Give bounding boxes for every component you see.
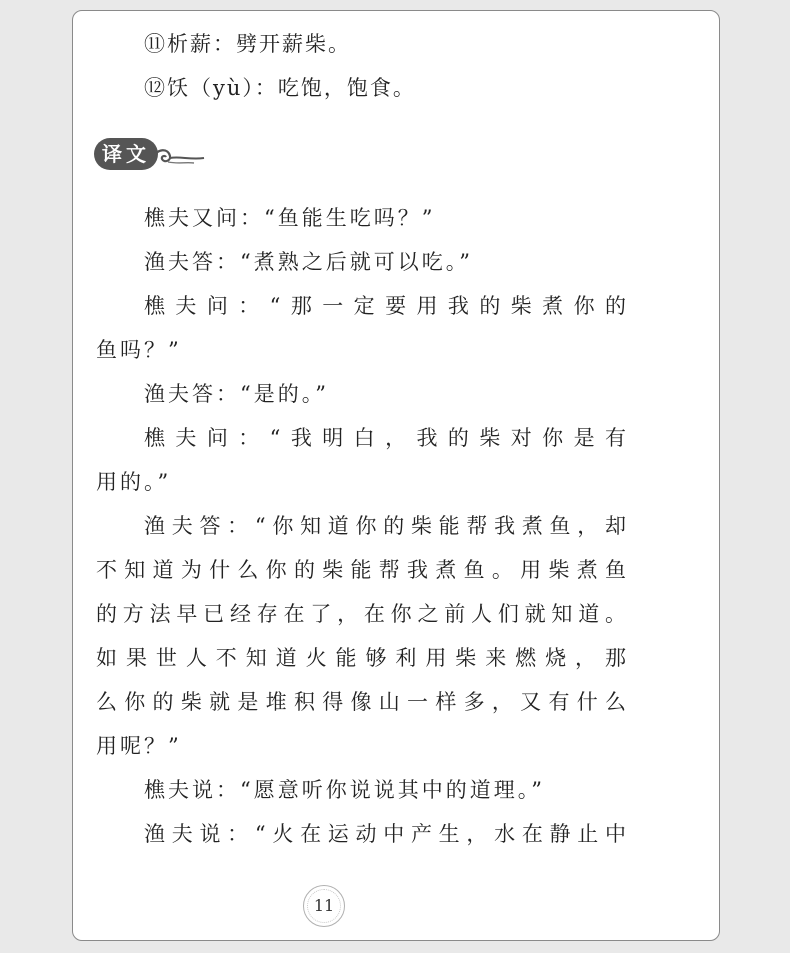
paragraph-line: 渔夫说：“火在运动中产生，水在静止中 (144, 822, 626, 846)
paragraph-line: 用的。” (96, 470, 172, 494)
paragraph-line: 渔夫答：“是的。” (144, 382, 329, 406)
section-header-translation (94, 138, 204, 174)
paragraph-line: 么你的柴就是堆积得像山一样多，又有什么 (96, 690, 626, 714)
paragraph-line: 鱼吗？” (96, 338, 182, 362)
paragraph-line: 樵夫说：“愿意听你说说其中的道理。” (144, 778, 545, 802)
paragraph-line: 的方法早已经存在了，在你之前人们就知道。 (96, 602, 626, 626)
paragraph-line: 用呢？” (96, 734, 182, 758)
annotation-12: ⑫饫（yù）：吃饱，饱食。 (144, 76, 416, 100)
page-number: 11 (303, 885, 345, 927)
annotation-11: ⑪析薪：劈开薪柴。 (144, 32, 351, 56)
paragraph-line: 如果世人不知道火能够利用柴来燃烧，那 (96, 646, 626, 670)
paragraph-line: 樵夫又问：“鱼能生吃吗？” (144, 206, 436, 230)
section-title: 译文 (94, 138, 158, 170)
paragraph-line: 樵夫问：“那一定要用我的柴煮你的 (144, 294, 626, 318)
cloud-swirl-icon (150, 144, 206, 168)
paragraph-line: 樵夫问：“我明白，我的柴对你是有 (144, 426, 626, 450)
paragraph-line: 不知道为什么你的柴能帮我煮鱼。用柴煮鱼 (96, 558, 626, 582)
paragraph-line: 渔夫答：“煮熟之后就可以吃。” (144, 250, 473, 274)
paragraph-line: 渔夫答：“你知道你的柴能帮我煮鱼，却 (144, 514, 626, 538)
